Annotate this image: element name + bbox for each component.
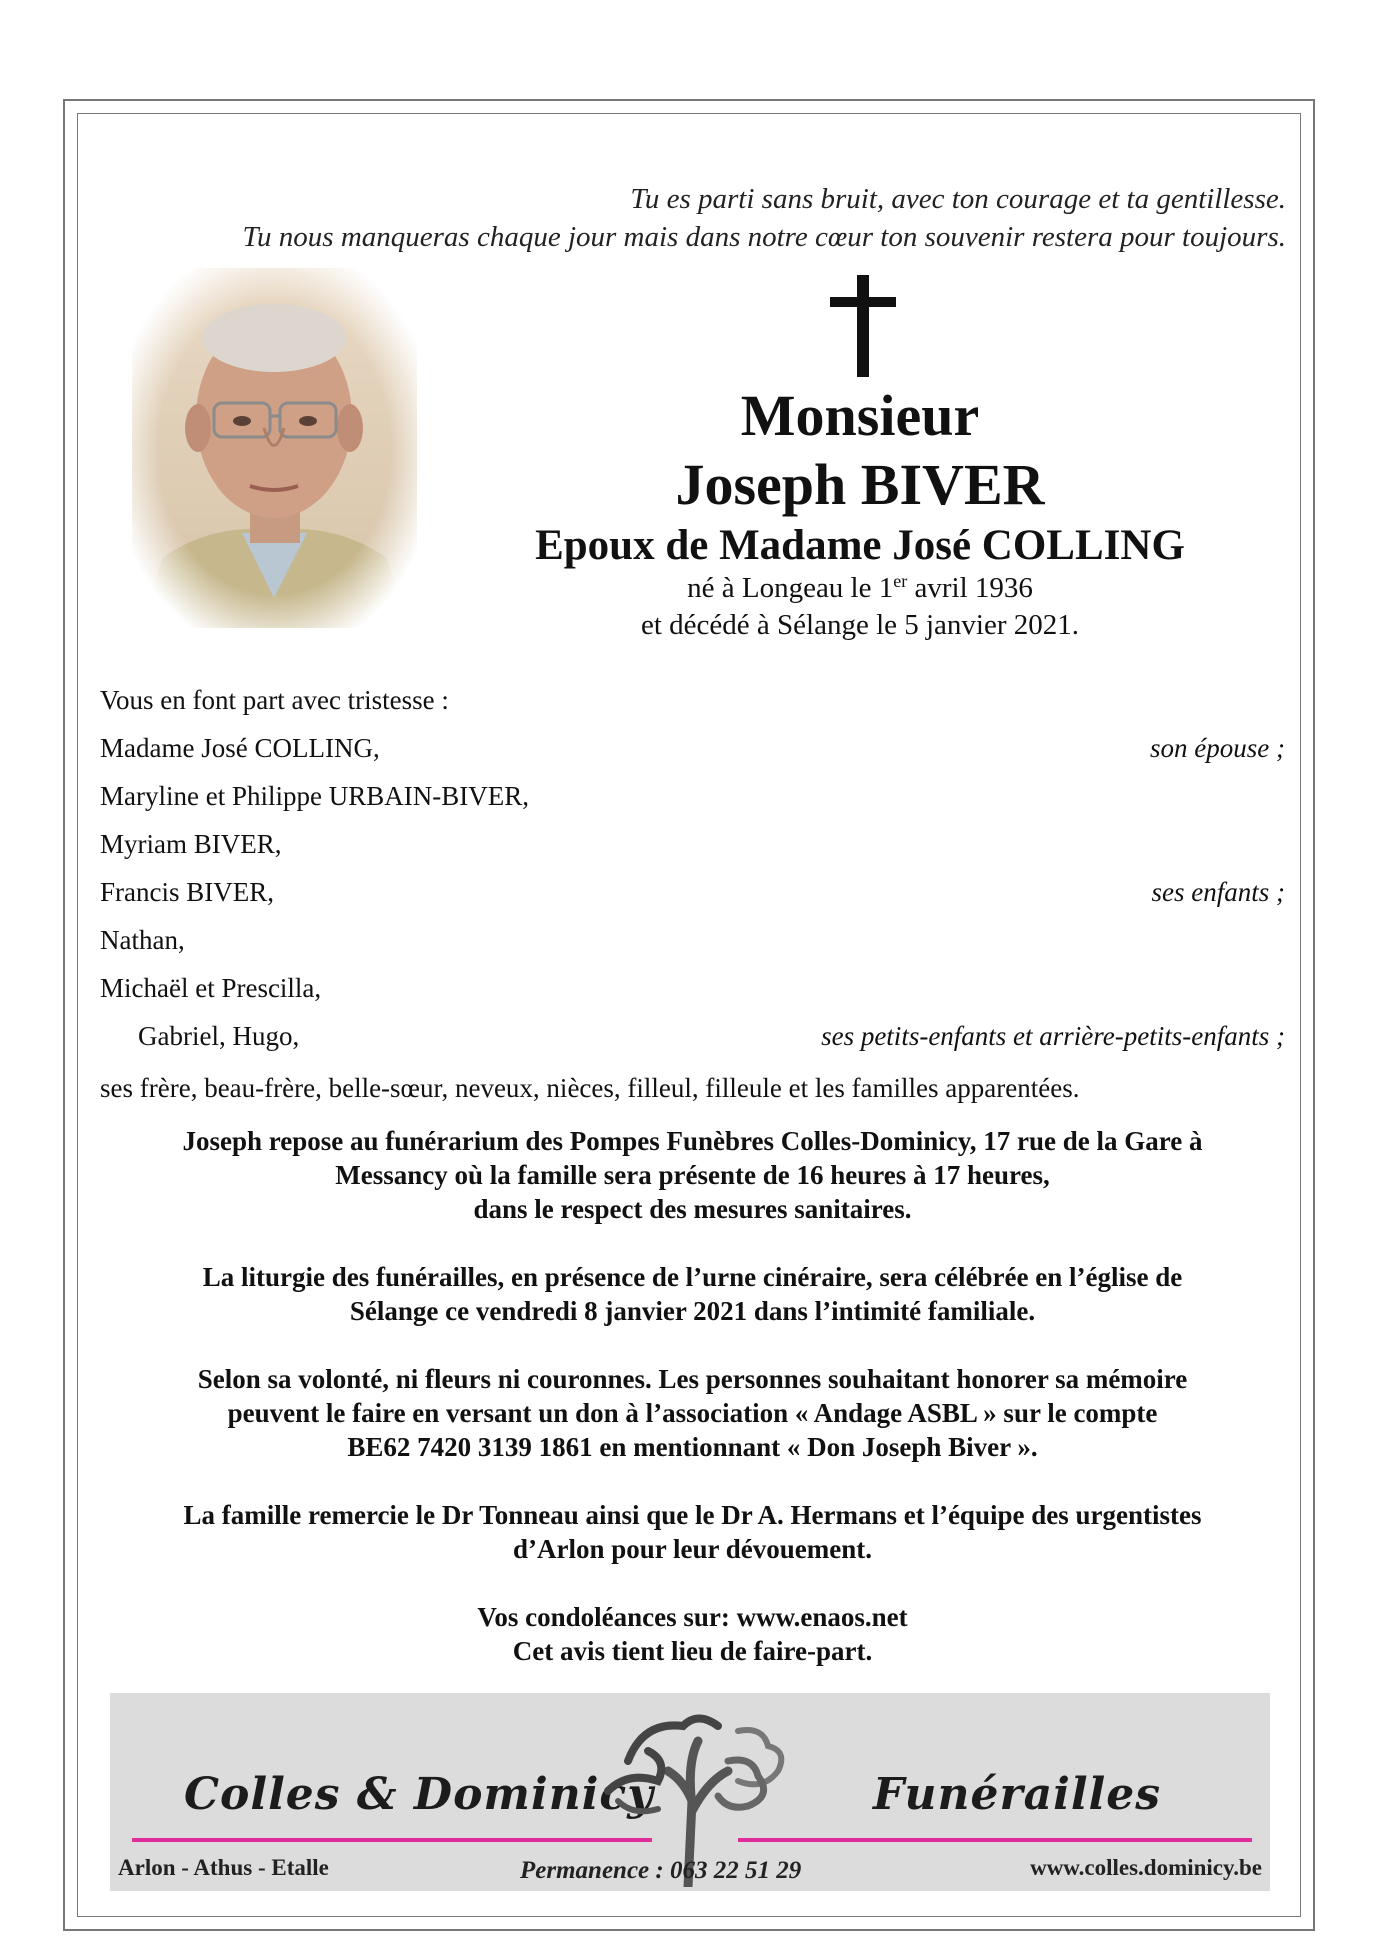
cross-icon (818, 275, 908, 377)
family-list (100, 684, 1285, 1104)
footer-phone: Permanence : 063 22 51 29 (520, 1857, 802, 1884)
family-row (100, 924, 1285, 972)
notices (100, 1124, 1285, 1702)
poem-line-2: Tu nous manqueras chaque jour mais dans notre cœur ton souvenir restera pour toujours. (242, 221, 1286, 253)
notice-line: dans le respect des mesures sanitaires. (473, 1194, 912, 1224)
family-row (100, 972, 1285, 1020)
family-member: Francis BIVER, (100, 877, 274, 907)
footer-website: www.colles.dominicy.be (1030, 1855, 1262, 1880)
family-row (100, 828, 1285, 876)
notice-line: BE62 7420 3139 1861 en mentionnant « Don Joseph Biver ». (347, 1432, 1038, 1462)
notice-line: Joseph repose au funérarium des Pompes Funèbres Colles-Dominicy, 17 rue de la Gare à (182, 1126, 1203, 1156)
family-member: Nathan, (100, 925, 185, 955)
birth-line (460, 570, 1260, 606)
footer-towns: Arlon - Athus - Etalle (118, 1855, 329, 1880)
notice-line: Messancy où la famille sera présente de 16 heures à 17 heures, (335, 1160, 1050, 1190)
family-member: Madame José COLLING, (100, 733, 380, 763)
brand-tagline: Funérailles (873, 1769, 1162, 1820)
notice-liturgy (100, 1260, 1285, 1328)
notice-wishes (100, 1362, 1285, 1464)
family-member: Michaël et Prescilla, (100, 973, 322, 1003)
birth-ordinal: er (893, 571, 908, 591)
notice-condolences (100, 1600, 1285, 1668)
family-member: Gabriel, Hugo, (138, 1021, 300, 1051)
deceased-name: Joseph BIVER (675, 452, 1045, 517)
notice-line: d’Arlon pour leur dévouement. (512, 1534, 872, 1564)
notice-rest (100, 1124, 1285, 1226)
family-outro: ses frère, beau-frère, belle-sœur, neveux, nièces, filleul, filleule et les familles apparentées. (100, 1073, 1080, 1103)
notice-line: La liturgie des funérailles, en présence de l’urne cinéraire, sera célébrée en l’église de (202, 1262, 1183, 1292)
brand-name: Colles & Dominicy (184, 1769, 654, 1820)
notice-line: La famille remercie le Dr Tonneau ainsi que le Dr A. Hermans et l’équipe des urgentistes (183, 1500, 1202, 1530)
notice-thanks (100, 1498, 1285, 1566)
poem (86, 180, 1286, 256)
notice-line: Cet avis tient lieu de faire-part. (512, 1636, 873, 1666)
notice-line: peuvent le faire en versant un don à l’association « Andage ASBL » sur le compte (227, 1398, 1158, 1428)
notice-line: Sélange ce vendredi 8 janvier 2021 dans l’intimité familiale. (349, 1296, 1036, 1326)
family-row (100, 780, 1285, 828)
deceased-title: Monsieur (740, 383, 980, 448)
portrait-photo (132, 268, 417, 628)
family-relation: ses enfants ; (1151, 877, 1285, 907)
family-relation: son épouse ; (1150, 733, 1285, 763)
family-row (100, 732, 1285, 780)
accent-line-left (132, 1838, 652, 1842)
accent-line-right (738, 1838, 1252, 1842)
family-relation: ses petits-enfants et arrière-petits-enfants ; (821, 1021, 1285, 1051)
family-member: Maryline et Philippe URBAIN-BIVER, (100, 781, 529, 811)
notice-line: Vos condoléances sur: www.enaos.net (477, 1602, 908, 1632)
family-member: Myriam BIVER, (100, 829, 282, 859)
family-intro: Vous en font part avec tristesse : (100, 685, 449, 715)
spouse-line: Epoux de Madame José COLLING (535, 522, 1185, 569)
notice-line: Selon sa volonté, ni fleurs ni couronnes. Les personnes souhaitant honorer sa mémoire (197, 1364, 1188, 1394)
family-row (100, 1020, 1285, 1068)
funeral-home-footer (110, 1693, 1270, 1891)
birth-suffix: avril 1936 (907, 572, 1033, 604)
poem-line-1: Tu es parti sans bruit, avec ton courage et ta gentillesse. (630, 183, 1286, 215)
birth-prefix: né à Longeau le 1 (687, 572, 894, 604)
death-line: et décédé à Sélange le 5 janvier 2021. (640, 609, 1080, 641)
family-row (100, 876, 1285, 924)
